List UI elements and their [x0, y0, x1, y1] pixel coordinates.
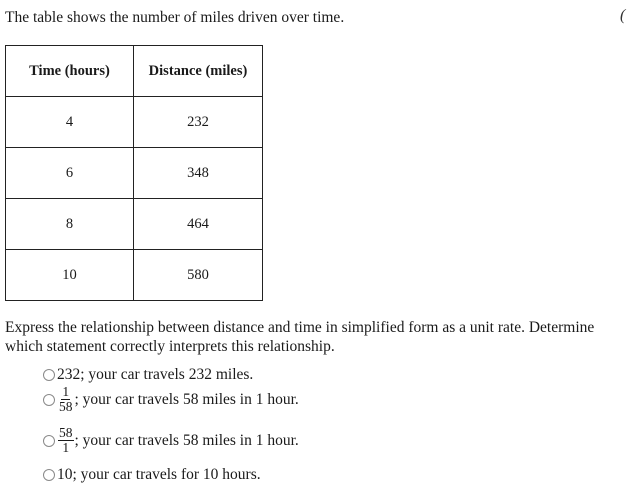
- radio-button[interactable]: [43, 394, 55, 406]
- cropped-glyph: (: [620, 7, 626, 24]
- radio-button[interactable]: [43, 369, 55, 381]
- fraction-denominator: 1: [62, 440, 70, 455]
- option-label: 10; your car travels for 10 hours.: [57, 466, 261, 483]
- header-time: Time (hours): [6, 46, 134, 97]
- option-label: ; your car travels 58 miles in 1 hour.: [74, 431, 299, 449]
- fraction-numerator: 58: [59, 425, 73, 440]
- cell-time: 6: [6, 148, 134, 199]
- header-distance: Distance (miles): [134, 46, 263, 97]
- answer-option-2[interactable]: [43, 385, 299, 414]
- fraction: [58, 426, 74, 455]
- cell-distance: 464: [134, 199, 263, 250]
- cell-time: 8: [6, 199, 134, 250]
- option-label: ; your car travels 58 miles in 1 hour.: [74, 390, 299, 408]
- answer-option-4[interactable]: [43, 466, 261, 484]
- table-row: [6, 148, 263, 199]
- radio-button[interactable]: [43, 469, 55, 481]
- table-row: [6, 199, 263, 250]
- question-text: Express the relationship between distance and time in simplified form as a unit rate. Determine which statement correctly interprets this relationship.: [5, 319, 595, 355]
- table-header-row: [6, 46, 263, 97]
- fraction: [58, 385, 74, 414]
- fraction-numerator: 1: [62, 384, 70, 399]
- answer-option-1[interactable]: [43, 366, 253, 384]
- cell-distance: 348: [134, 148, 263, 199]
- radio-button[interactable]: [43, 435, 55, 447]
- miles-time-table: [5, 45, 263, 301]
- prompt-text: The table shows the number of miles driven over time.: [5, 9, 345, 26]
- option-label: 232; your car travels 232 miles.: [57, 366, 254, 383]
- table-row: [6, 97, 263, 148]
- cell-time: 10: [6, 250, 134, 301]
- answer-option-3[interactable]: [43, 426, 299, 455]
- fraction-denominator: 58: [59, 399, 73, 414]
- cell-distance: 232: [134, 97, 263, 148]
- table-row: [6, 250, 263, 301]
- cell-time: 4: [6, 97, 134, 148]
- cell-distance: 580: [134, 250, 263, 301]
